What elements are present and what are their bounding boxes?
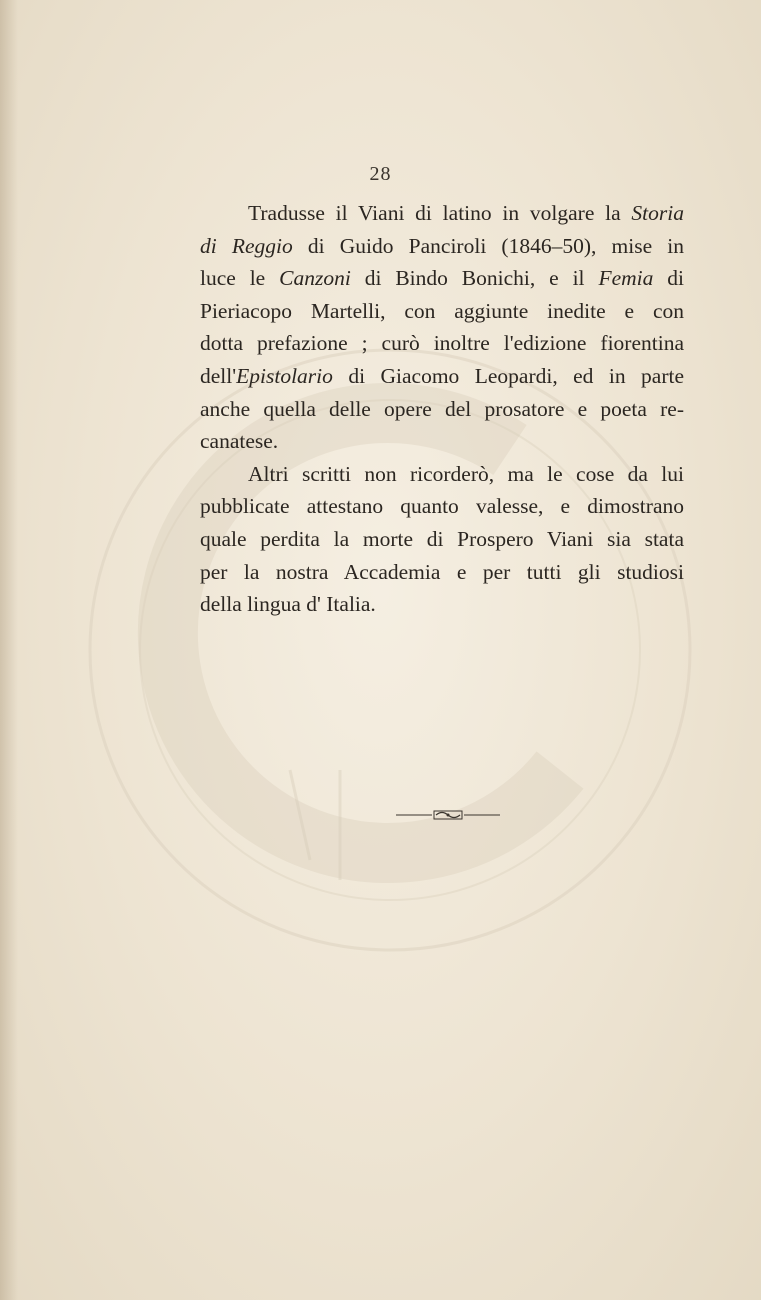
text-run: di	[653, 266, 684, 291]
italic-title: Canzoni	[279, 266, 351, 291]
text-run: dotta prefazione ; curò inoltre l'edizione fiorentina	[200, 331, 684, 356]
text-line	[200, 197, 684, 230]
text-run: dell'	[200, 363, 237, 388]
text-line	[200, 295, 684, 328]
text-run: anche quella delle opere del prosatore e poeta re-	[200, 396, 684, 421]
text-line	[200, 523, 684, 556]
text-line	[200, 490, 684, 523]
text-run: Tradusse il Viani di latino in volgare la	[248, 201, 632, 225]
text-line	[200, 556, 684, 589]
text-run: di Bindo Bonichi, e il	[350, 266, 599, 291]
text-line	[200, 230, 684, 263]
text-line	[200, 393, 684, 426]
body-text	[200, 197, 684, 621]
text-run: pubblicate attestano quanto valesse, e dimostrano	[200, 494, 684, 519]
paragraph	[200, 197, 684, 458]
text-line	[200, 262, 684, 295]
text-run: Altri scritti non ricorderò, ma le cose da lui	[248, 461, 684, 486]
italic-title: Femia	[598, 266, 654, 291]
text-line	[200, 425, 684, 458]
text-line	[200, 588, 684, 621]
italic-title: Storia	[631, 201, 684, 225]
text-run: canatese.	[200, 429, 279, 454]
italic-title: di Reggio	[200, 233, 293, 258]
text-run: della lingua d' Italia.	[200, 592, 376, 617]
italic-title: Epistolario	[236, 363, 333, 388]
paragraph	[200, 458, 684, 621]
text-run: quale perdita la morte di Prospero Viani sia stata	[200, 526, 684, 551]
text-run: luce le	[200, 266, 280, 291]
text-line	[200, 360, 684, 393]
text-line	[200, 327, 684, 360]
text-run: per la nostra Accademia e per tutti gli studiosi	[200, 559, 684, 584]
text-run: di Giacomo Leopardi, ed in parte	[332, 363, 684, 388]
text-line	[200, 458, 684, 491]
text-run: Pieriacopo Martelli, con aggiunte inedite e con	[200, 298, 684, 323]
page-number: 28	[369, 163, 392, 185]
text-run: di Guido Panciroli (1846–50), mise in	[292, 233, 684, 258]
ornament-divider-icon	[396, 808, 500, 822]
